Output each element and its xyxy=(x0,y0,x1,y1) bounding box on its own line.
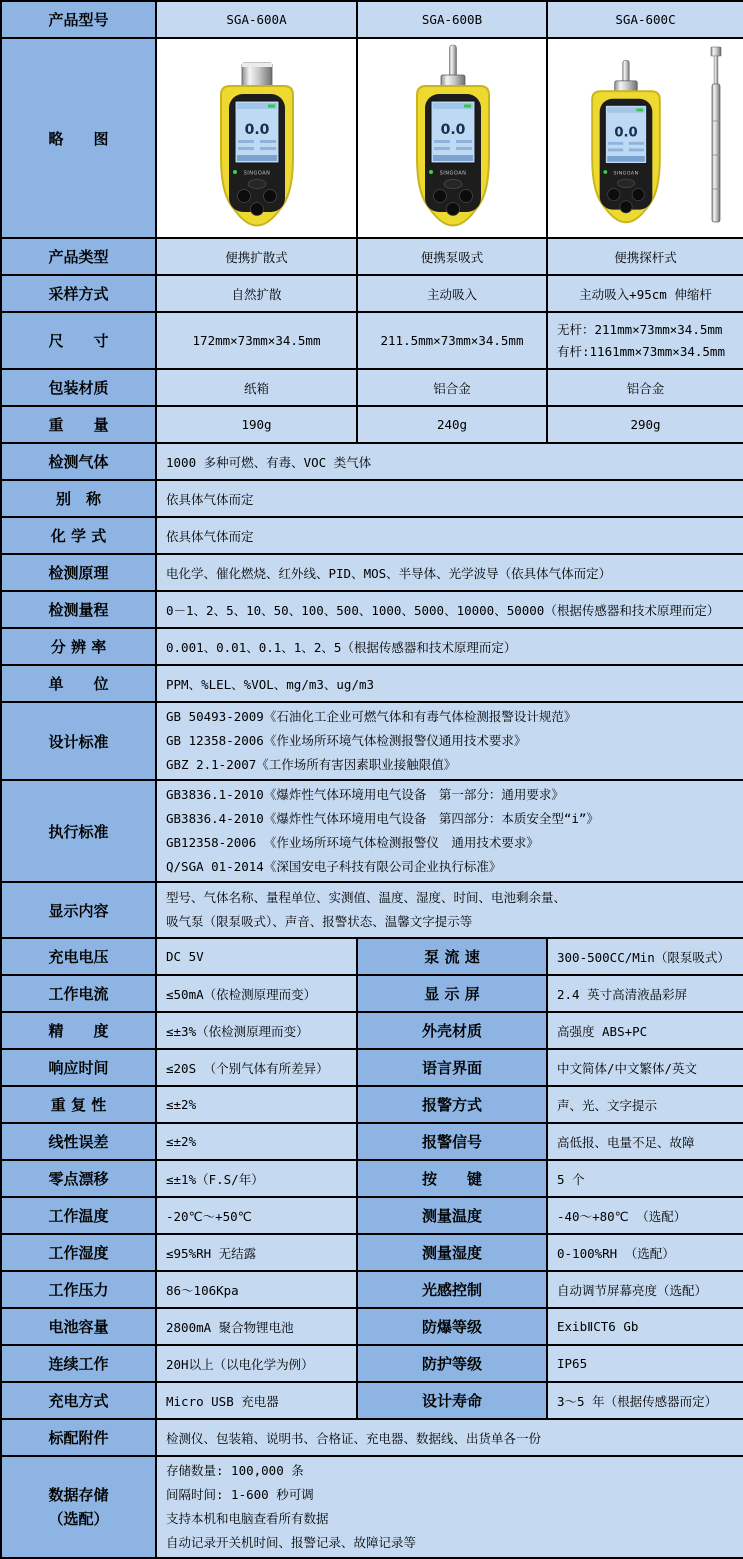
row-design-standard xyxy=(1,702,743,780)
row-detect-range xyxy=(1,591,743,628)
pump-flow-value: 300-500CC/Min（限泵吸式） xyxy=(547,938,743,975)
alias-value: 依具体气体而定 xyxy=(156,480,743,517)
display-screen-label: 显 示 屏 xyxy=(357,975,547,1012)
exec-standard-label: 执行标准 xyxy=(1,780,156,882)
alarm-signal-value: 高低报、电量不足、故障 xyxy=(547,1123,743,1160)
measure-temp-value: -40～+80℃ （选配） xyxy=(547,1197,743,1234)
sampling-b: 主动吸入 xyxy=(357,275,547,312)
linearity-value: ≤±2% xyxy=(156,1123,357,1160)
sensor-cap-rim xyxy=(242,63,272,67)
product-type-c: 便携探杆式 xyxy=(547,238,743,275)
working-pressure-value: 86～106Kpa xyxy=(156,1271,357,1308)
charge-method-label: 充电方式 xyxy=(1,1382,156,1419)
working-current-label: 工作电流 xyxy=(1,975,156,1012)
chemical-formula-label: 化 学 式 xyxy=(1,517,156,554)
enter-button xyxy=(620,201,632,213)
language-label: 语言界面 xyxy=(357,1049,547,1086)
resolution-label: 分 辨 率 xyxy=(1,628,156,665)
shell-material-label: 外壳材质 xyxy=(357,1012,547,1049)
light-control-value: 自动调节屏幕亮度（选配） xyxy=(547,1271,743,1308)
working-temp-label: 工作温度 xyxy=(1,1197,156,1234)
alias-label: 别 称 xyxy=(1,480,156,517)
row-product-type xyxy=(1,238,743,275)
row-chemical-formula xyxy=(1,517,743,554)
packaging-a: 纸箱 xyxy=(156,369,357,406)
zero-drift-value: ≤±1%（F.S/年） xyxy=(156,1160,357,1197)
working-temp-value: -20℃～+50℃ xyxy=(156,1197,357,1234)
menu-button xyxy=(248,180,266,189)
design-life-value: 3～5 年（根据传感器而定） xyxy=(547,1382,743,1419)
row-charge-voltage-pump-flow xyxy=(1,938,743,975)
row-linearity-alarm-signal xyxy=(1,1123,743,1160)
data-storage-line2: 间隔时间: 1-600 秒可调 xyxy=(166,1487,314,1502)
row-working-pressure-light-control xyxy=(1,1271,743,1308)
detect-range-label: 检测量程 xyxy=(1,591,156,628)
exec-standard-value xyxy=(156,780,743,882)
pump-probe xyxy=(450,45,457,77)
right-button xyxy=(264,190,277,203)
row-working-humidity-measure-humidity xyxy=(1,1234,743,1271)
row-accuracy-shell-material xyxy=(1,1012,743,1049)
linearity-label: 线性误差 xyxy=(1,1123,156,1160)
display-content-line1: 型号、气体名称、量程单位、实测值、温度、湿度、时间、电池剩余量、 xyxy=(166,890,567,905)
row-exec-standard xyxy=(1,780,743,882)
screen-reading: 0.0 xyxy=(440,122,466,138)
explosion-proof-value: ExibⅡCT6 Gb xyxy=(547,1308,743,1345)
chemical-formula-value: 依具体气体而定 xyxy=(156,517,743,554)
working-humidity-label: 工作湿度 xyxy=(1,1234,156,1271)
alarm-mode-value: 声、光、文字提示 xyxy=(547,1086,743,1123)
sampling-method-label: 采样方式 xyxy=(1,275,156,312)
accuracy-value: ≤±3%（依检测原理而变） xyxy=(156,1012,357,1049)
left-button xyxy=(434,190,447,203)
protection-level-label: 防护等级 xyxy=(357,1345,547,1382)
row-working-current-display-screen xyxy=(1,975,743,1012)
brand-text: SINGOAN xyxy=(243,170,271,177)
resolution-value: 0.001、0.01、0.1、1、2、5（根据传感器和技术原理而定） xyxy=(156,628,743,665)
continuous-work-value: 20H以上（以电化学为例） xyxy=(156,1345,357,1382)
row-charge-method-design-life xyxy=(1,1382,743,1419)
language-value: 中文简体/中文繁体/英文 xyxy=(547,1049,743,1086)
row-continuous-work-protection xyxy=(1,1345,743,1382)
repeatability-value: ≤±2% xyxy=(156,1086,357,1123)
right-button xyxy=(632,188,644,200)
dimensions-c xyxy=(547,312,743,369)
weight-label: 重 量 xyxy=(1,406,156,443)
alarm-signal-label: 报警信号 xyxy=(357,1123,547,1160)
row-response-time-language xyxy=(1,1049,743,1086)
row-resolution xyxy=(1,628,743,665)
design-standard-value xyxy=(156,702,743,780)
weight-a: 190g xyxy=(156,406,357,443)
design-standard-line2: GB 12358-2006《作业场所环境气体检测报警仪通用技术要求》 xyxy=(166,733,527,748)
row-data-storage xyxy=(1,1456,743,1558)
product-model-label: 产品型号 xyxy=(1,1,156,38)
row-working-temp-measure-temp xyxy=(1,1197,743,1234)
brand-text: SINGOAN xyxy=(613,171,639,177)
product-type-b: 便携泵吸式 xyxy=(357,238,547,275)
left-button xyxy=(608,188,620,200)
sampling-c: 主动吸入+95cm 伸缩杆 xyxy=(547,275,743,312)
detect-principle-value: 电化学、催化燃烧、红外线、PID、MOS、半导体、光学波导（依具体气体而定） xyxy=(156,554,743,591)
data-storage-line1: 存储数量: 100,000 条 xyxy=(166,1463,304,1478)
design-standard-line3: GBZ 2.1-2007《工作场所有害因素职业接触限值》 xyxy=(166,757,457,772)
row-detect-principle xyxy=(1,554,743,591)
light-control-label: 光感控制 xyxy=(357,1271,547,1308)
product-image-sga-600a xyxy=(156,38,357,238)
charge-method-value: Micro USB 充电器 xyxy=(156,1382,357,1419)
data-storage-value xyxy=(156,1456,743,1558)
unit-value: PPM、%LEL、%VOL、mg/m3、ug/m3 xyxy=(156,665,743,702)
gas-detector-diffusion-illustration xyxy=(157,39,357,237)
design-standard-label: 设计标准 xyxy=(1,702,156,780)
product-type-label: 产品类型 xyxy=(1,238,156,275)
row-packaging xyxy=(1,369,743,406)
response-time-label: 响应时间 xyxy=(1,1049,156,1086)
model-sga-600b: SGA-600B xyxy=(357,1,547,38)
screen-reading: 0.0 xyxy=(244,122,270,138)
accessories-value: 检测仪、包装箱、说明书、合格证、充电器、数据线、出货单各一份 xyxy=(156,1419,743,1456)
right-button xyxy=(460,190,473,203)
model-sga-600a: SGA-600A xyxy=(156,1,357,38)
row-detect-gas xyxy=(1,443,743,480)
exec-standard-line2: GB3836.4-2010《爆炸性气体环境用电气设备 第四部分：本质安全型“i”》 xyxy=(166,811,599,826)
detect-gas-label: 检测气体 xyxy=(1,443,156,480)
packaging-label: 包装材质 xyxy=(1,369,156,406)
power-indicator-led xyxy=(603,170,607,174)
explosion-proof-label: 防爆等级 xyxy=(357,1308,547,1345)
enter-button xyxy=(447,203,460,216)
continuous-work-label: 连续工作 xyxy=(1,1345,156,1382)
menu-button xyxy=(618,179,635,187)
display-content-line2: 吸气泵（限泵吸式）、声音、报警状态、温馨文字提示等 xyxy=(166,914,473,929)
weight-c: 290g xyxy=(547,406,743,443)
enter-button xyxy=(251,203,264,216)
battery-icon xyxy=(464,105,471,108)
sketch-label: 略 图 xyxy=(1,38,156,238)
pump-flow-label: 泵 流 速 xyxy=(357,938,547,975)
working-humidity-value: ≤95%RH 无结露 xyxy=(156,1234,357,1271)
battery-capacity-value: 2800mA 聚合物锂电池 xyxy=(156,1308,357,1345)
detect-gas-value: 1000 多种可燃、有毒、VOC 类气体 xyxy=(156,443,743,480)
dimensions-c-line1: 无杆：211mm×73mm×34.5mm xyxy=(557,321,723,337)
row-repeatability-alarm-mode xyxy=(1,1086,743,1123)
dimensions-c-line2: 有杆:1161mm×73mm×34.5mm xyxy=(557,343,725,359)
data-storage-line4: 自动记录开关机时间、报警记录、故障记录等 xyxy=(166,1535,417,1550)
measure-humidity-value: 0-100%RH （选配） xyxy=(547,1234,743,1271)
data-storage-label xyxy=(1,1456,156,1558)
alarm-mode-label: 报警方式 xyxy=(357,1086,547,1123)
charge-voltage-label: 充电电压 xyxy=(1,938,156,975)
working-pressure-label: 工作压力 xyxy=(1,1271,156,1308)
row-accessories xyxy=(1,1419,743,1456)
charge-voltage-value: DC 5V xyxy=(156,938,357,975)
telescopic-rod xyxy=(711,47,721,222)
buttons-value: 5 个 xyxy=(547,1160,743,1197)
dimensions-label: 尺 寸 xyxy=(1,312,156,369)
measure-humidity-label: 测量湿度 xyxy=(357,1234,547,1271)
data-storage-label-line2: （选配） xyxy=(48,1510,109,1528)
sampling-a: 自然扩散 xyxy=(156,275,357,312)
detect-range-value: 0－1、2、5、10、50、100、500、1000、5000、10000、50000（根据传感器和技术原理而定） xyxy=(156,591,743,628)
row-weight xyxy=(1,406,743,443)
exec-standard-line1: GB3836.1-2010《爆炸性气体环境用电气设备 第一部分：通用要求》 xyxy=(166,787,564,802)
display-content-value xyxy=(156,882,743,938)
repeatability-label: 重 复 性 xyxy=(1,1086,156,1123)
battery-icon xyxy=(268,105,275,108)
gas-detector-pump-illustration xyxy=(358,39,547,237)
working-current-value: ≤50mA（依检测原理而变） xyxy=(156,975,357,1012)
packaging-b: 铝合金 xyxy=(357,369,547,406)
product-type-a: 便携扩散式 xyxy=(156,238,357,275)
exec-standard-line3: GB12358-2006 《作业场所环境气体检测报警仪 通用技术要求》 xyxy=(166,835,539,850)
product-image-sga-600b xyxy=(357,38,547,238)
row-unit xyxy=(1,665,743,702)
left-button xyxy=(238,190,251,203)
response-time-value: ≤20S （个别气体有所差异） xyxy=(156,1049,357,1086)
product-image-sga-600c xyxy=(547,38,743,238)
measure-temp-label: 测量温度 xyxy=(357,1197,547,1234)
unit-label: 单 位 xyxy=(1,665,156,702)
row-alias xyxy=(1,480,743,517)
row-battery-explosion-proof xyxy=(1,1308,743,1345)
accuracy-label: 精 度 xyxy=(1,1012,156,1049)
data-storage-label-line1: 数据存储 xyxy=(48,1486,109,1504)
weight-b: 240g xyxy=(357,406,547,443)
row-zero-drift-buttons xyxy=(1,1160,743,1197)
row-display-content xyxy=(1,882,743,938)
packaging-c: 铝合金 xyxy=(547,369,743,406)
accessories-label: 标配附件 xyxy=(1,1419,156,1456)
brand-text: SINGOAN xyxy=(439,170,467,177)
battery-capacity-label: 电池容量 xyxy=(1,1308,156,1345)
row-sampling-method xyxy=(1,275,743,312)
screen-reading: 0.0 xyxy=(614,125,638,141)
battery-icon xyxy=(636,109,643,112)
exec-standard-line4: Q/SGA 01-2014《深国安电子科技有限公司企业执行标准》 xyxy=(166,859,502,874)
data-storage-line3: 支持本机和电脑查看所有数据 xyxy=(166,1511,329,1526)
zero-drift-label: 零点漂移 xyxy=(1,1160,156,1197)
display-content-label: 显示内容 xyxy=(1,882,156,938)
header-row xyxy=(1,1,743,38)
row-dimensions xyxy=(1,312,743,369)
power-indicator-led xyxy=(233,170,237,174)
dimensions-a: 172mm×73mm×34.5mm xyxy=(156,312,357,369)
model-sga-600c: SGA-600C xyxy=(547,1,743,38)
design-standard-line1: GB 50493-2009《石油化工企业可燃气体和有毒气体检测报警设计规范》 xyxy=(166,709,577,724)
detect-principle-label: 检测原理 xyxy=(1,554,156,591)
protection-level-value: IP65 xyxy=(547,1345,743,1382)
gas-detector-probe-rod-illustration xyxy=(548,39,743,237)
dimensions-b: 211.5mm×73mm×34.5mm xyxy=(357,312,547,369)
power-indicator-led xyxy=(429,170,433,174)
display-screen-value: 2.4 英寸高清液晶彩屏 xyxy=(547,975,743,1012)
shell-material-value: 高强度 ABS+PC xyxy=(547,1012,743,1049)
sketch-row xyxy=(1,38,743,238)
menu-button xyxy=(444,180,462,189)
buttons-label: 按 键 xyxy=(357,1160,547,1197)
design-life-label: 设计寿命 xyxy=(357,1382,547,1419)
